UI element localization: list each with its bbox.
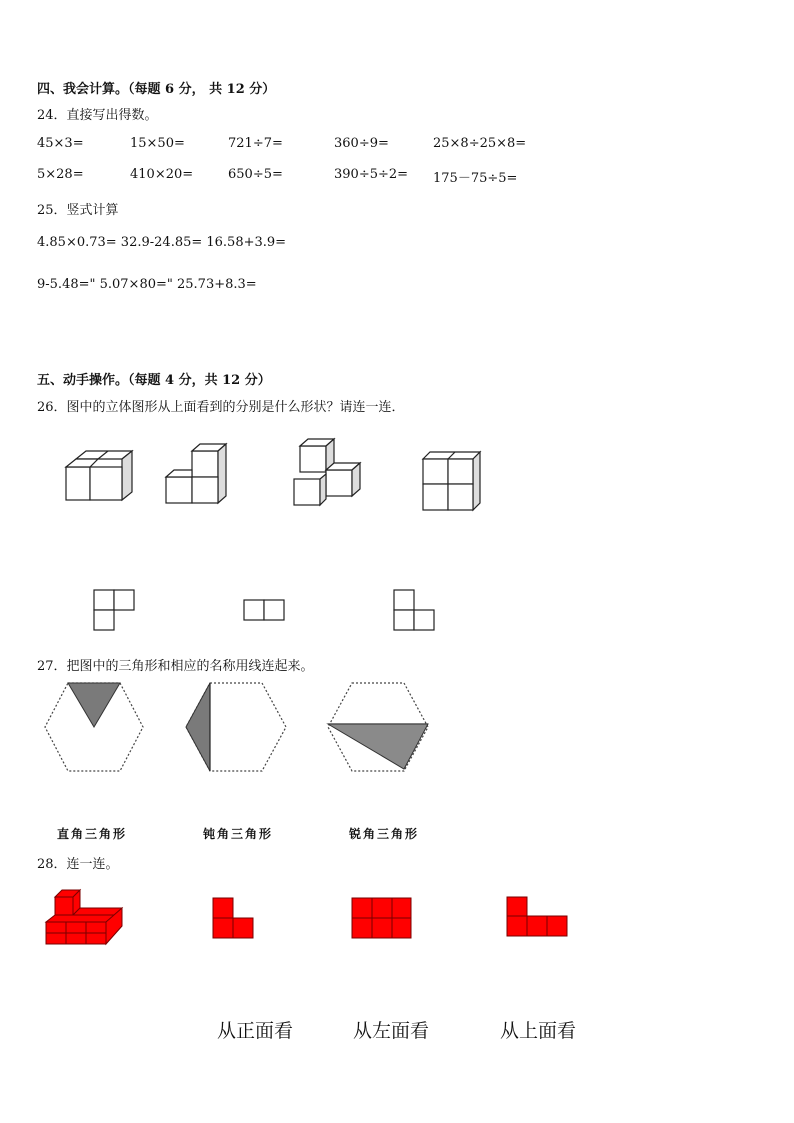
calc-item: 45×3= <box>37 136 84 151</box>
calc-item: 721÷7= <box>228 136 283 151</box>
red-view-shape-1 <box>213 898 253 938</box>
question-28-title: 28．连一连。 <box>37 857 119 872</box>
question-24-title: 24．直接写出得数。 <box>37 108 158 123</box>
vertical-calc-line-1: 4.85×0.73= 32.9-24.85= 16.58+3.9= <box>37 235 287 250</box>
calc-item: 175－75÷5= <box>433 171 518 186</box>
question-25-title: 25．竖式计算 <box>37 203 119 218</box>
view-label-front: 从正面看 <box>217 1020 294 1042</box>
calc-item: 390÷5÷2= <box>334 167 409 182</box>
calc-item: 5×28= <box>37 167 84 182</box>
red-view-shape-2 <box>352 898 411 938</box>
question-26-title: 26．图中的立体图形从上面看到的分别是什么形状？请连一连． <box>37 400 405 415</box>
vertical-calc-line-2: 9-5.48=" 5.07×80=" 25.73+8.3= <box>37 277 257 292</box>
triangle-label-right: 直角三角形 <box>57 827 128 841</box>
question-27-title: 27．把图中的三角形和相应的名称用线连起来。 <box>37 659 314 674</box>
view-label-top: 从上面看 <box>500 1020 577 1042</box>
view-label-left: 从左面看 <box>353 1020 430 1042</box>
red-view-shape-3 <box>507 897 567 936</box>
triangle-label-obtuse: 钝角三角形 <box>203 827 274 841</box>
section-5-heading: 五、动手操作。（每题 4 分，共 12 分） <box>37 373 271 388</box>
calc-item: 360÷9= <box>334 136 389 151</box>
triangle-label-acute: 锐角三角形 <box>349 827 420 841</box>
section-4-heading: 四、我会计算。（每题 6 分， 共 12 分） <box>37 82 276 97</box>
calc-item: 410×20= <box>130 167 194 182</box>
calc-item: 15×50= <box>130 136 185 151</box>
calc-item: 25×8÷25×8= <box>433 136 527 151</box>
red-solid-figure <box>46 890 122 944</box>
calc-item: 650÷5= <box>228 167 283 182</box>
